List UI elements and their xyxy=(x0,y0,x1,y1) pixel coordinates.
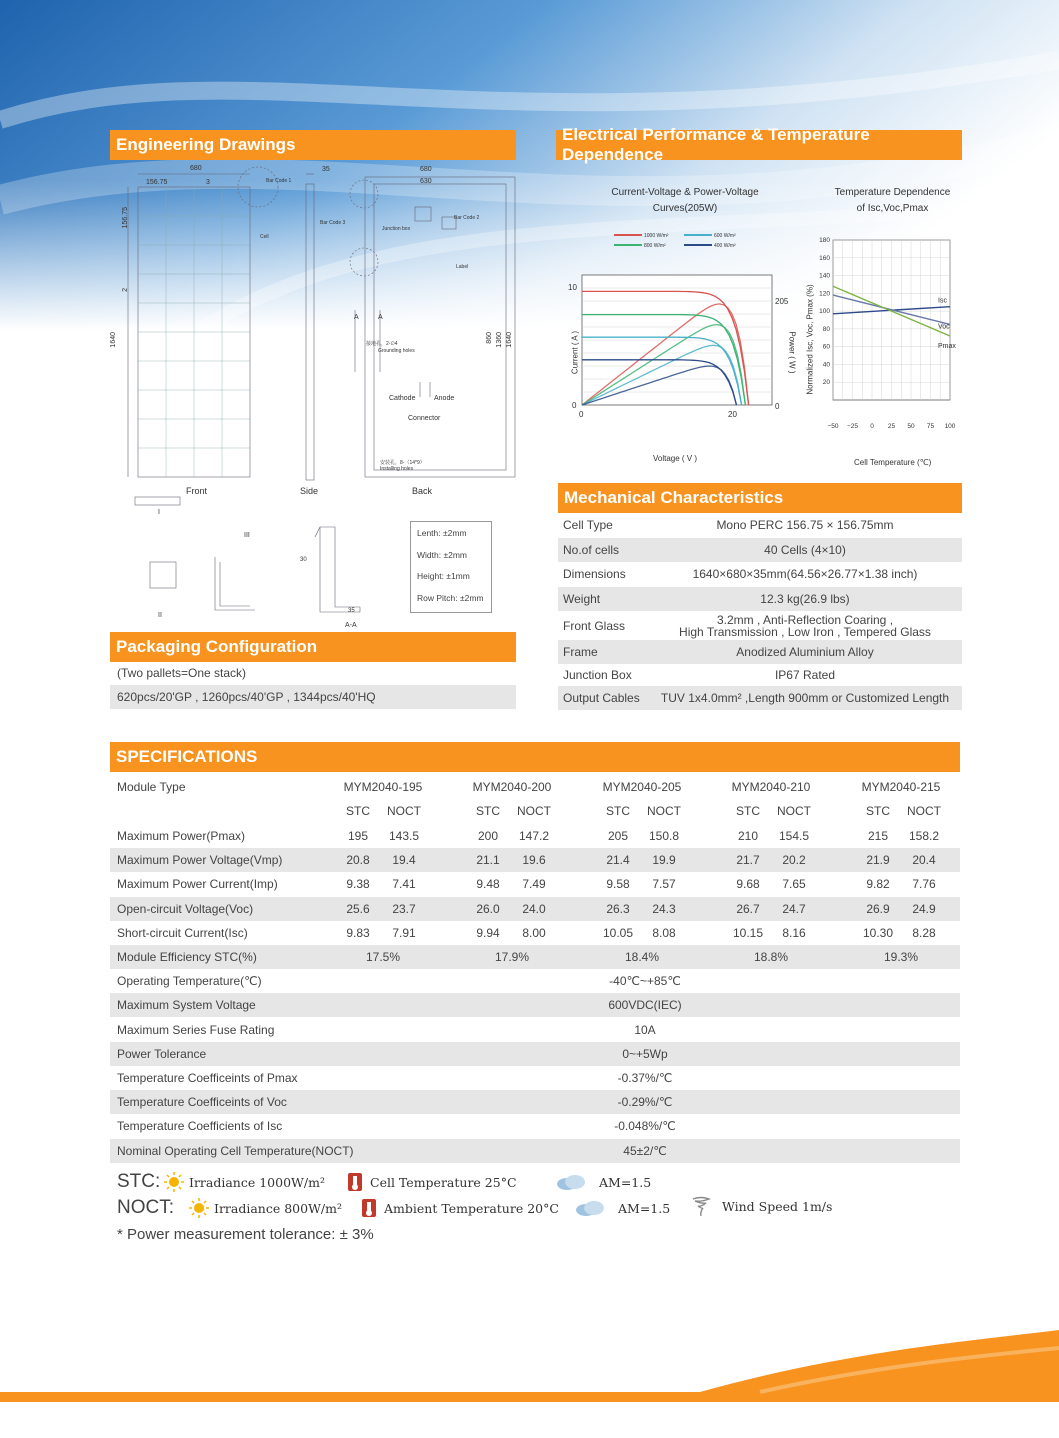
spec-value: -0.29%/℃ xyxy=(617,1095,673,1110)
spec-value: 9.94 xyxy=(476,925,500,940)
noct-header: NOCT xyxy=(387,804,421,818)
temp-y-tick: 60 xyxy=(822,343,830,351)
callout-installing: Installing holes xyxy=(380,466,414,472)
spec-value: 17.5% xyxy=(365,950,401,964)
spec-value: 7.65 xyxy=(782,877,806,892)
dim-back-inner: 630 xyxy=(420,178,432,185)
dim-cell-width: 156.75 xyxy=(146,179,168,186)
temp-x-axis-label: Cell Temperature (℃) xyxy=(854,458,932,467)
spec-value: 25.6 xyxy=(346,901,370,916)
callout-junction-box: Junction box xyxy=(382,226,411,232)
noct-air-mass xyxy=(572,1198,670,1218)
spec-key: Temperature Coefficients of Isc xyxy=(117,1119,283,1134)
spec-value: 24.7 xyxy=(782,901,806,916)
callout-label: Label xyxy=(456,264,469,270)
spec-key: Nominal Operating Cell Temperature(NOCT) xyxy=(117,1143,354,1158)
spec-general-row xyxy=(110,1114,960,1138)
back-view-label: Back xyxy=(412,486,433,496)
cloud-icon xyxy=(553,1172,589,1192)
electrical-header: Electrical Performance & Temperature Dependence xyxy=(556,130,962,160)
noct-ambient-temperature-text: Ambient Temperature 20°C xyxy=(384,1200,559,1216)
temp-x-tick: 25 xyxy=(887,423,896,430)
callout-detail-ii: II xyxy=(158,612,162,619)
spec-value: 7.41 xyxy=(392,877,416,892)
temp-y-tick: 100 xyxy=(819,308,830,316)
spec-value: 10A xyxy=(634,1022,656,1037)
spec-value: 600VDC(IEC) xyxy=(608,998,682,1013)
mechanical-key: Weight xyxy=(563,592,601,606)
mechanical-value-line: High Transmission , Low Iron , Tempered Glass xyxy=(679,624,931,639)
temp-y-tick: 120 xyxy=(819,290,830,298)
spec-value: 10.15 xyxy=(732,925,764,940)
spec-value: -0.37%/℃ xyxy=(617,1071,673,1085)
stc-header: STC xyxy=(346,804,370,818)
mechanical-value-line: 3.2mm , Anti-Reflection Coaring , xyxy=(716,612,894,627)
spec-value: 19.4 xyxy=(392,853,416,868)
spec-key: Maximum System Voltage xyxy=(117,998,256,1013)
spec-value: 9.58 xyxy=(606,877,630,892)
mechanical-value xyxy=(648,544,962,556)
spec-value: 154.5 xyxy=(778,829,810,843)
mechanical-value xyxy=(648,646,962,658)
noct-irradiance xyxy=(188,1198,342,1218)
spec-key: Temperature Coefficeints of Pmax xyxy=(117,1071,298,1085)
footer-band xyxy=(0,1330,1059,1438)
temp-x-tick: 75 xyxy=(926,423,935,430)
spec-value: 21.9 xyxy=(866,853,890,868)
callout-barcode3: Bar Code 3 xyxy=(320,220,346,226)
spec-value: 9.83 xyxy=(346,925,370,940)
noct-wind-speed xyxy=(690,1195,832,1217)
mechanical-key: Front Glass xyxy=(563,618,626,633)
tolerance-length: Lenth: ±2mm xyxy=(417,528,467,538)
spec-condition-header-row xyxy=(110,799,960,823)
spec-value: 9.82 xyxy=(866,877,890,892)
spec-key: Module Type xyxy=(117,780,186,794)
spec-value: 150.8 xyxy=(648,829,680,843)
temp-x-tick: −25 xyxy=(846,423,859,430)
specifications-header: SPECIFICATIONS xyxy=(110,742,960,772)
iv-p-tick-0: 0 xyxy=(775,402,780,411)
temp-y-tick: 20 xyxy=(822,379,830,387)
engineering-header: Engineering Drawings xyxy=(110,130,516,160)
iv-y-tick-0: 0 xyxy=(572,401,577,410)
spec-value: 18.8% xyxy=(753,950,789,964)
callout-cathode: Cathode xyxy=(389,395,416,402)
spec-value: 8.08 xyxy=(652,925,676,940)
iv-chart-title-line1: Current-Voltage & Power-Voltage xyxy=(611,187,759,198)
spec-value: 9.38 xyxy=(346,877,370,892)
iv-chart xyxy=(556,225,806,475)
spec-value: 9.68 xyxy=(736,877,760,892)
spec-value: 24.3 xyxy=(652,901,676,916)
iv-y-axis-label: Current ( A ) xyxy=(570,330,580,375)
stc-cell-temperature xyxy=(344,1172,517,1192)
spec-value: 210 xyxy=(737,829,759,843)
iv-y-tick-10: 10 xyxy=(568,283,577,292)
mechanical-row xyxy=(558,686,962,710)
callout-detail-i: I xyxy=(158,509,160,516)
noct-conditions xyxy=(117,1196,178,1220)
spec-value: 7.76 xyxy=(912,877,936,892)
model-name: MYM2040-205 xyxy=(602,780,682,794)
spec-value: 7.49 xyxy=(522,877,546,892)
temp-y-tick: 180 xyxy=(819,237,830,244)
stc-air-mass-text: AM=1.5 xyxy=(599,1174,652,1190)
mechanical-value-line: Mono PERC 156.75 × 156.75mm xyxy=(716,518,894,532)
dim-cell-height: 156.75 xyxy=(122,207,129,229)
mechanical-value xyxy=(648,593,962,605)
dim-section-height: 30 xyxy=(300,557,307,563)
spec-value: 158.2 xyxy=(908,829,940,843)
temp-series-label: Voc xyxy=(938,323,950,331)
front-view-label: Front xyxy=(186,486,208,496)
spec-key: Open-circuit Voltage(Voc) xyxy=(117,901,254,916)
temp-y-tick: 40 xyxy=(822,361,830,369)
spec-general-row xyxy=(110,1139,960,1163)
spec-row xyxy=(110,848,960,872)
dim-1360: 1360 xyxy=(496,332,503,348)
spec-value: 21.4 xyxy=(606,853,630,868)
spec-model-row xyxy=(110,775,960,799)
spec-value: 26.0 xyxy=(476,901,500,916)
callout-section-aa: A-A xyxy=(345,622,357,629)
spec-value: 24.9 xyxy=(912,901,936,916)
mechanical-value xyxy=(648,614,962,638)
mechanical-row xyxy=(558,664,962,686)
spec-general-row xyxy=(110,1090,960,1114)
side-view-label: Side xyxy=(300,486,319,496)
spec-row xyxy=(110,897,960,921)
spec-value: 10.05 xyxy=(602,925,634,940)
dim-width: 680 xyxy=(190,165,202,172)
mechanical-row xyxy=(558,562,962,586)
spec-key: Temperature Coefficeints of Voc xyxy=(117,1095,287,1110)
tolerance-row-pitch: Row Pitch: ±2mm xyxy=(417,592,484,603)
spec-general-row xyxy=(110,1042,960,1066)
spec-value: 200 xyxy=(477,829,499,843)
spec-key: Maximum Power Current(Imp) xyxy=(117,877,278,892)
iv-x-tick-20: 20 xyxy=(728,410,737,419)
spec-value: 215 xyxy=(867,829,889,843)
stc-cell-temperature-text: Cell Temperature 25°C xyxy=(370,1174,517,1190)
iv-legend-label: 600 W/m² xyxy=(714,233,736,239)
spec-value: 26.3 xyxy=(606,901,630,916)
sun-icon xyxy=(163,1172,185,1192)
callout-a-right: A xyxy=(378,314,383,321)
spec-value: 8.00 xyxy=(522,925,546,940)
mechanical-value-line: IP67 Rated xyxy=(774,668,836,682)
spec-value: 45±2/℃ xyxy=(623,1143,667,1158)
callout-detail-iii: III xyxy=(244,532,250,539)
stc-header: STC xyxy=(736,804,760,818)
iv-legend-label: 400 W/m² xyxy=(714,243,736,249)
spec-key: Power Tolerance xyxy=(117,1046,207,1061)
sun-icon xyxy=(188,1198,210,1218)
noct-ambient-temperature xyxy=(358,1198,559,1218)
tolerance-width: Width: ±2mm xyxy=(417,549,468,560)
mechanical-value-line: TUV 1x4.0mm² ,Length 900mm or Customized Length xyxy=(660,691,950,705)
callout-installing-cn: 安装孔，8-（14*9） xyxy=(380,460,425,466)
callout-connector: Connector xyxy=(408,415,441,422)
stc-label: STC: xyxy=(117,1171,161,1192)
model-name: MYM2040-195 xyxy=(343,780,423,794)
iv-legend-label: 1000 W/m² xyxy=(644,233,669,239)
spec-row xyxy=(110,824,960,848)
iv-x-tick-0: 0 xyxy=(579,410,584,419)
iv-x-axis-label: Voltage ( V ) xyxy=(653,454,698,463)
stc-irradiance-text: Irradiance 1000W/m² xyxy=(189,1174,325,1190)
mechanical-key: No.of cells xyxy=(563,543,620,557)
mechanical-row xyxy=(558,538,962,562)
spec-value: 20.8 xyxy=(346,853,370,868)
temp-x-tick: 50 xyxy=(907,423,915,430)
mechanical-value xyxy=(648,669,962,681)
temp-chart-title-line1: Temperature Dependence xyxy=(834,187,951,198)
callout-a-left: A xyxy=(354,314,359,321)
temp-x-tick: 0 xyxy=(870,423,874,430)
thermometer-icon xyxy=(358,1198,380,1218)
spec-row xyxy=(110,872,960,896)
noct-header: NOCT xyxy=(647,804,681,818)
dim-depth: 35 xyxy=(322,166,330,173)
model-name: MYM2040-200 xyxy=(472,780,552,794)
packaging-container-row: 620pcs/20'GP , 1260pcs/40'GP , 1344pcs/40'HQ xyxy=(110,685,516,709)
mechanical-row xyxy=(558,640,962,664)
iv-p-tick-205: 205 xyxy=(775,297,789,306)
mechanical-row xyxy=(558,513,962,537)
spec-value: 147.2 xyxy=(518,829,550,843)
power-tolerance-note: * Power measurement tolerance: ± 3% xyxy=(117,1226,374,1243)
spec-value: 9.48 xyxy=(476,877,500,892)
spec-value: 20.4 xyxy=(912,853,936,868)
spec-value: 21.7 xyxy=(736,853,760,868)
spec-general-row xyxy=(110,993,960,1017)
mechanical-key: Output Cables xyxy=(563,691,640,705)
mechanical-value-line: 1640×680×35mm(64.56×26.77×1.38 inch) xyxy=(692,567,918,581)
noct-irradiance-text: Irradiance 800W/m² xyxy=(214,1200,342,1216)
spec-value: 23.7 xyxy=(392,901,416,916)
spec-value: 205 xyxy=(607,829,629,843)
spec-value: 26.9 xyxy=(866,901,890,916)
stc-air-mass xyxy=(553,1172,651,1192)
thermometer-icon xyxy=(344,1172,366,1192)
noct-air-mass-text: AM=1.5 xyxy=(618,1200,671,1216)
spec-value: 20.2 xyxy=(782,853,806,868)
callout-grounding-cn: 接地孔，2-∅4 xyxy=(366,341,398,347)
spec-value: 19.9 xyxy=(652,853,676,868)
noct-header: NOCT xyxy=(907,804,941,818)
spec-value: 24.0 xyxy=(522,901,546,916)
temp-series-label: Isc xyxy=(938,297,947,305)
mechanical-key: Dimensions xyxy=(563,567,626,581)
spec-value: 19.6 xyxy=(522,853,546,868)
model-name: MYM2040-210 xyxy=(731,780,811,794)
stc-header: STC xyxy=(866,804,890,818)
temp-x-tick: 100 xyxy=(944,423,956,430)
dim-1640: 1640 xyxy=(506,332,513,348)
noct-header: NOCT xyxy=(517,804,551,818)
cloud-icon xyxy=(572,1198,608,1218)
spec-key: Maximum Power(Pmax) xyxy=(117,829,246,843)
mechanical-value xyxy=(648,692,962,704)
mechanical-key: Junction Box xyxy=(563,668,632,682)
dim-860: 860 xyxy=(486,332,493,344)
packaging-header: Packaging Configuration xyxy=(110,632,516,662)
iv-legend-label: 800 W/m² xyxy=(644,243,666,249)
callout-grounding: Grounding holes xyxy=(378,348,415,354)
mechanical-value xyxy=(648,519,962,531)
temp-y-axis-label: Normalized Isc, Voc, Pmax (%) xyxy=(805,284,815,395)
temp-y-tick: 140 xyxy=(819,272,830,280)
mechanical-value-line: 40 Cells (4×10) xyxy=(764,543,846,557)
tolerance-height: Height: ±1mm xyxy=(417,571,470,581)
mechanical-key: Frame xyxy=(563,645,598,659)
dim-gap: 3 xyxy=(206,179,210,186)
spec-general-row xyxy=(110,969,960,993)
dim-back-width: 680 xyxy=(420,166,432,173)
spec-key: Module Efficiency STC(%) xyxy=(117,950,257,964)
spec-value: 17.9% xyxy=(494,950,530,964)
temp-series-label: Pmax xyxy=(938,343,956,350)
wind-icon xyxy=(690,1195,712,1217)
spec-value: 7.57 xyxy=(652,877,676,892)
temp-x-tick: −50 xyxy=(827,423,839,430)
dim-row-gap: 2 xyxy=(122,288,129,292)
spec-general-row xyxy=(110,1066,960,1090)
spec-value: 143.5 xyxy=(388,829,420,843)
spec-key: Short-circuit Current(Isc) xyxy=(117,925,248,940)
spec-value: 26.7 xyxy=(736,901,760,916)
spec-key: Maximum Power Voltage(Vmp) xyxy=(117,853,283,868)
callout-cell: Cell xyxy=(260,234,269,240)
stc-header: STC xyxy=(476,804,500,818)
iv-power-axis-label: Power ( W ) xyxy=(787,331,797,374)
spec-value: 18.4% xyxy=(624,950,660,964)
spec-value: 8.16 xyxy=(782,925,806,940)
noct-header: NOCT xyxy=(777,804,811,818)
temp-y-tick: 160 xyxy=(819,254,830,262)
mechanical-value-line: Anodized Aluminium Alloy xyxy=(736,645,874,659)
mechanical-key: Cell Type xyxy=(563,518,613,532)
callout-anode: Anode xyxy=(434,395,455,402)
spec-value: 8.28 xyxy=(912,925,936,940)
temp-chart-title xyxy=(820,185,965,217)
temp-chart-title-line2: of Isc,Voc,Pmax xyxy=(856,203,929,214)
spec-efficiency-row xyxy=(110,945,960,969)
spec-row xyxy=(110,921,960,945)
spec-value: 195 xyxy=(347,829,369,843)
temp-y-tick: 80 xyxy=(822,325,830,333)
callout-barcode1: Bar Code 1 xyxy=(266,178,292,184)
spec-value: 19.3% xyxy=(883,950,919,964)
spec-key: Operating Temperature(℃) xyxy=(117,974,262,989)
stc-conditions xyxy=(117,1170,164,1194)
packaging-stack-row: (Two pallets=One stack) xyxy=(117,666,247,680)
stc-irradiance xyxy=(163,1172,325,1192)
spec-value: -40℃~+85℃ xyxy=(609,974,681,989)
spec-general-row xyxy=(110,1018,960,1042)
mechanical-row xyxy=(558,587,962,611)
tolerance-box xyxy=(410,521,492,613)
dim-section-width: 35 xyxy=(348,608,355,614)
model-name: MYM2040-215 xyxy=(861,780,941,794)
mechanical-header: Mechanical Characteristics xyxy=(558,483,962,513)
temp-chart xyxy=(800,230,962,440)
spec-value: 0~+5Wp xyxy=(622,1046,668,1061)
mechanical-value xyxy=(648,568,962,580)
spec-value: -0.048%/℃ xyxy=(614,1119,676,1134)
spec-value: 7.91 xyxy=(392,925,416,940)
spec-value: 10.30 xyxy=(862,925,894,940)
mechanical-row xyxy=(558,611,962,640)
dim-height: 1640 xyxy=(110,332,117,348)
noct-wind-speed-text: Wind Speed 1m/s xyxy=(722,1198,833,1214)
callout-barcode2: Bar Code 2 xyxy=(454,215,480,221)
iv-chart-title xyxy=(585,185,785,217)
iv-chart-title-line2: Curves(205W) xyxy=(652,203,718,214)
noct-label: NOCT: xyxy=(117,1197,174,1218)
stc-header: STC xyxy=(606,804,630,818)
spec-value: 21.1 xyxy=(476,853,500,868)
mechanical-value-line: 12.3 kg(26.9 lbs) xyxy=(760,592,850,606)
spec-key: Maximum Series Fuse Rating xyxy=(117,1022,275,1037)
